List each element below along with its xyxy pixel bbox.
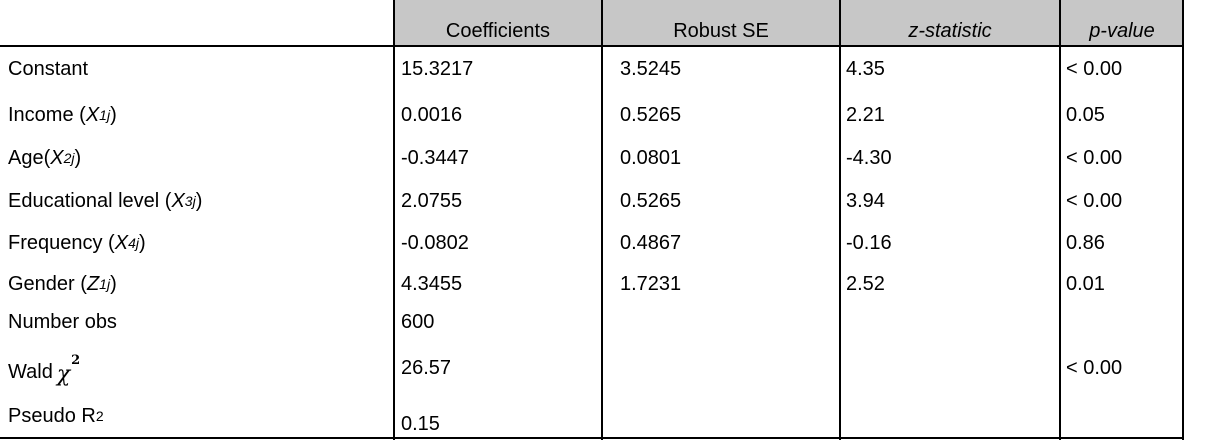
robust-se-cell: 0.5265 — [620, 103, 682, 126]
table-row — [0, 181, 1209, 221]
table-row — [0, 138, 1209, 178]
header-robust-se: Robust SE — [673, 20, 769, 42]
robust-se-cell: 0.5265 — [620, 189, 682, 212]
row-label: Wald χ 2 — [8, 352, 81, 387]
z-statistic-cell: 2.21 — [846, 103, 885, 126]
table-row — [0, 95, 1209, 135]
coefficient-cell: -0.0802 — [401, 231, 469, 254]
p-value-cell: < 0.00 — [1066, 146, 1123, 169]
z-statistic-cell: -4.30 — [846, 146, 892, 169]
header-coefficients: Coefficients — [445, 20, 551, 42]
row-label: Income ( X 1j ) — [8, 103, 117, 126]
robust-se-cell: 0.0801 — [620, 146, 682, 169]
row-label: Constant — [8, 57, 89, 80]
z-statistic-cell: -0.16 — [846, 231, 892, 254]
row-label: Pseudo R 2 — [8, 404, 104, 427]
chi-symbol: χ — [56, 361, 71, 387]
coefficient-cell: 15.3217 — [401, 57, 474, 80]
chi-superscript: 2 — [71, 352, 81, 368]
header-z-statistic: z-statistic — [908, 20, 992, 42]
table-row — [0, 352, 1209, 392]
header-p-value: p-value — [1089, 20, 1155, 42]
table-row — [0, 302, 1209, 342]
z-statistic-cell: 2.52 — [846, 272, 885, 295]
header-rule — [0, 45, 1184, 47]
row-label: Gender ( Z 1j ) — [8, 272, 117, 295]
coefficient-cell: 2.0755 — [401, 189, 463, 212]
coefficient-cell: 4.3455 — [401, 272, 463, 295]
coefficient-cell: 0.0016 — [401, 103, 463, 126]
z-statistic-cell: 3.94 — [846, 189, 885, 212]
coefficient-cell: 26.57 — [401, 356, 452, 379]
coefficient-cell: 600 — [401, 310, 435, 333]
coefficient-cell: 0.15 — [401, 412, 440, 435]
table-row — [0, 400, 1209, 440]
p-value-cell: 0.05 — [1066, 103, 1105, 126]
p-value-cell: 0.01 — [1066, 272, 1105, 295]
z-statistic-cell: 4.35 — [846, 57, 885, 80]
row-label: Frequency ( X 4j ) — [8, 231, 146, 254]
p-value-cell: < 0.00 — [1066, 57, 1123, 80]
p-value-cell: < 0.00 — [1066, 356, 1123, 379]
robust-se-cell: 1.7231 — [620, 272, 682, 295]
table-row — [0, 223, 1209, 263]
row-label: Age( X 2j ) — [8, 146, 82, 169]
row-label: Number obs — [8, 310, 117, 333]
row-label: Educational level ( X 3j ) — [8, 189, 203, 212]
coefficient-cell: -0.3447 — [401, 146, 469, 169]
robust-se-cell: 3.5245 — [620, 57, 682, 80]
robust-se-cell: 0.4867 — [620, 231, 682, 254]
p-value-cell: 0.86 — [1066, 231, 1105, 254]
table-row — [0, 264, 1209, 304]
p-value-cell: < 0.00 — [1066, 189, 1123, 212]
table-row — [0, 49, 1209, 89]
